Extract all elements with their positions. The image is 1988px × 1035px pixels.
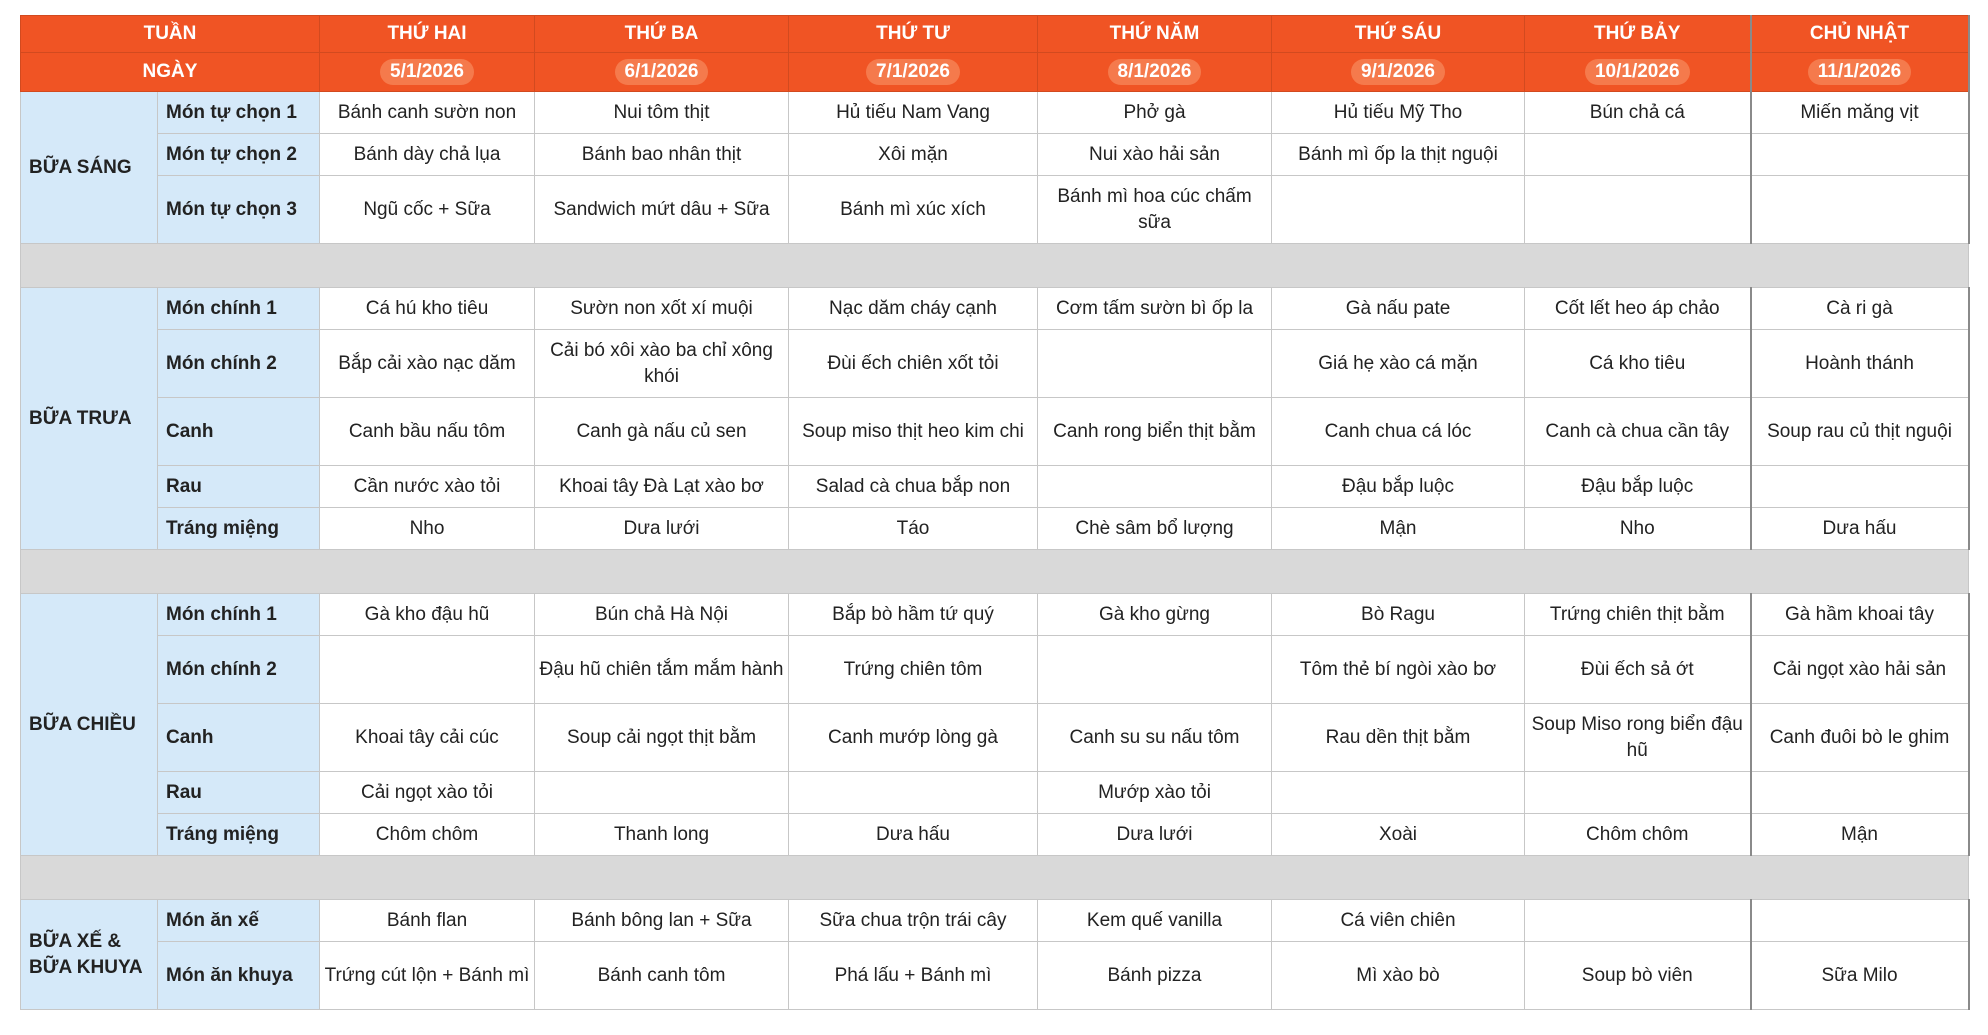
separator-cell bbox=[21, 550, 1969, 594]
menu-cell: Khoai tây Đà Lạt xào bơ bbox=[535, 466, 789, 508]
menu-cell: Chôm chôm bbox=[1525, 814, 1751, 856]
menu-cell: Khoai tây cải cúc bbox=[320, 704, 535, 772]
menu-cell: Mận bbox=[1751, 814, 1969, 856]
row-label: Tráng miệng bbox=[158, 814, 320, 856]
separator-cell bbox=[21, 856, 1969, 900]
row-label: Món tự chọn 3 bbox=[158, 176, 320, 244]
menu-cell: Hủ tiếu Nam Vang bbox=[789, 92, 1038, 134]
menu-cell: Bánh mì hoa cúc chấm sữa bbox=[1038, 176, 1272, 244]
table-row bbox=[21, 772, 1969, 814]
menu-cell: Dưa hấu bbox=[789, 814, 1038, 856]
menu-cell: Mì xào bò bbox=[1272, 942, 1525, 1010]
menu-cell: Bánh bao nhân thịt bbox=[535, 134, 789, 176]
menu-cell: Bún chả Hà Nội bbox=[535, 594, 789, 636]
day-header-fri: THỨ SÁU bbox=[1272, 16, 1525, 53]
menu-cell: Ngũ cốc + Sữa bbox=[320, 176, 535, 244]
menu-cell: Gà hầm khoai tây bbox=[1751, 594, 1969, 636]
menu-cell: Canh rong biển thịt bằm bbox=[1038, 398, 1272, 466]
menu-cell: Rau dền thịt bằm bbox=[1272, 704, 1525, 772]
menu-cell: Trứng chiên thịt bằm bbox=[1525, 594, 1751, 636]
menu-cell: Đậu bắp luộc bbox=[1272, 466, 1525, 508]
table-row bbox=[21, 398, 1969, 466]
day-header-mon: THỨ HAI bbox=[320, 16, 535, 53]
section-separator bbox=[21, 550, 1969, 594]
menu-cell: Cốt lết heo áp chảo bbox=[1525, 288, 1751, 330]
section-separator bbox=[21, 244, 1969, 288]
menu-cell bbox=[1751, 176, 1969, 244]
meal-label-snack: BỮA XẾ & BỮA KHUYA bbox=[21, 900, 158, 1010]
menu-cell: Cà ri gà bbox=[1751, 288, 1969, 330]
menu-cell: Đậu bắp luộc bbox=[1525, 466, 1751, 508]
table-row bbox=[21, 330, 1969, 398]
menu-cell: Canh su su nấu tôm bbox=[1038, 704, 1272, 772]
date-label: NGÀY bbox=[21, 53, 320, 92]
menu-cell: Kem quế vanilla bbox=[1038, 900, 1272, 942]
menu-table bbox=[20, 15, 1970, 1010]
row-label: Rau bbox=[158, 466, 320, 508]
table-row bbox=[21, 508, 1969, 550]
table-row bbox=[21, 92, 1969, 134]
date-cell-mon bbox=[320, 53, 535, 92]
menu-cell: Hoành thánh bbox=[1751, 330, 1969, 398]
menu-cell: Đùi ếch sả ớt bbox=[1525, 636, 1751, 704]
menu-cell bbox=[1272, 772, 1525, 814]
menu-cell: Cải bó xôi xào ba chỉ xông khói bbox=[535, 330, 789, 398]
menu-cell: Nui tôm thịt bbox=[535, 92, 789, 134]
menu-cell: Gà nấu pate bbox=[1272, 288, 1525, 330]
menu-cell: Gà kho gừng bbox=[1038, 594, 1272, 636]
menu-cell bbox=[1751, 134, 1969, 176]
date-cell-fri bbox=[1272, 53, 1525, 92]
menu-cell: Bánh canh sườn non bbox=[320, 92, 535, 134]
menu-cell: Soup bò viên bbox=[1525, 942, 1751, 1010]
row-label: Món ăn khuya bbox=[158, 942, 320, 1010]
menu-cell bbox=[1038, 466, 1272, 508]
date-badge: 8/1/2026 bbox=[1108, 59, 1202, 85]
menu-cell: Dưa hấu bbox=[1751, 508, 1969, 550]
day-header-wed: THỨ TƯ bbox=[789, 16, 1038, 53]
day-header-sun: CHỦ NHẬT bbox=[1751, 16, 1969, 53]
menu-cell bbox=[1272, 176, 1525, 244]
menu-cell: Dưa lưới bbox=[535, 508, 789, 550]
row-label: Món chính 2 bbox=[158, 330, 320, 398]
menu-cell: Xôi mặn bbox=[789, 134, 1038, 176]
menu-cell: Giá hẹ xào cá mặn bbox=[1272, 330, 1525, 398]
day-header-sat: THỨ BẢY bbox=[1525, 16, 1751, 53]
menu-cell: Nho bbox=[1525, 508, 1751, 550]
meal-label-dinner: BỮA CHIỀU bbox=[21, 594, 158, 856]
menu-cell bbox=[1525, 134, 1751, 176]
menu-cell: Bắp bò hầm tứ quý bbox=[789, 594, 1038, 636]
menu-cell: Sandwich mứt dâu + Sữa bbox=[535, 176, 789, 244]
date-badge: 5/1/2026 bbox=[380, 59, 474, 85]
date-badge: 9/1/2026 bbox=[1351, 59, 1445, 85]
menu-cell: Phở gà bbox=[1038, 92, 1272, 134]
row-label: Món tự chọn 1 bbox=[158, 92, 320, 134]
table-row bbox=[21, 288, 1969, 330]
menu-cell: Canh bầu nấu tôm bbox=[320, 398, 535, 466]
day-header-tue: THỨ BA bbox=[535, 16, 789, 53]
menu-cell: Canh mướp lòng gà bbox=[789, 704, 1038, 772]
menu-cell: Trứng cút lộn + Bánh mì bbox=[320, 942, 535, 1010]
menu-cell: Bánh dày chả lụa bbox=[320, 134, 535, 176]
menu-cell: Dưa lưới bbox=[1038, 814, 1272, 856]
row-label: Canh bbox=[158, 704, 320, 772]
menu-cell: Cải ngọt xào hải sản bbox=[1751, 636, 1969, 704]
date-badge: 11/1/2026 bbox=[1808, 59, 1911, 85]
table-row bbox=[21, 942, 1969, 1010]
menu-cell: Táo bbox=[789, 508, 1038, 550]
row-label: Món chính 1 bbox=[158, 594, 320, 636]
menu-cell: Đùi ếch chiên xốt tỏi bbox=[789, 330, 1038, 398]
table-row bbox=[21, 704, 1969, 772]
menu-cell: Cơm tấm sườn bì ốp la bbox=[1038, 288, 1272, 330]
menu-cell: Soup rau củ thịt nguội bbox=[1751, 398, 1969, 466]
row-label: Món chính 1 bbox=[158, 288, 320, 330]
meal-label-breakfast: BỮA SÁNG bbox=[21, 92, 158, 244]
menu-cell: Miến măng vịt bbox=[1751, 92, 1969, 134]
menu-cell: Bánh mì xúc xích bbox=[789, 176, 1038, 244]
menu-cell: Tôm thẻ bí ngòi xào bơ bbox=[1272, 636, 1525, 704]
menu-cell bbox=[789, 772, 1038, 814]
menu-cell: Canh gà nấu củ sen bbox=[535, 398, 789, 466]
menu-cell: Sườn non xốt xí muội bbox=[535, 288, 789, 330]
menu-cell: Soup cải ngọt thịt bằm bbox=[535, 704, 789, 772]
menu-cell bbox=[1525, 772, 1751, 814]
date-badge: 7/1/2026 bbox=[866, 59, 960, 85]
menu-cell: Chôm chôm bbox=[320, 814, 535, 856]
date-cell-sat bbox=[1525, 53, 1751, 92]
menu-cell: Xoài bbox=[1272, 814, 1525, 856]
menu-cell bbox=[535, 772, 789, 814]
day-header-thu: THỨ NĂM bbox=[1038, 16, 1272, 53]
table-row bbox=[21, 814, 1969, 856]
menu-cell: Cải ngọt xào tỏi bbox=[320, 772, 535, 814]
row-label: Món chính 2 bbox=[158, 636, 320, 704]
menu-cell: Bắp cải xào nạc dăm bbox=[320, 330, 535, 398]
menu-cell: Bánh bông lan + Sữa bbox=[535, 900, 789, 942]
menu-cell: Phá lấu + Bánh mì bbox=[789, 942, 1038, 1010]
menu-cell: Bánh mì ốp la thịt nguội bbox=[1272, 134, 1525, 176]
menu-cell: Bò Ragu bbox=[1272, 594, 1525, 636]
menu-cell: Soup Miso rong biển đậu hũ bbox=[1525, 704, 1751, 772]
menu-cell bbox=[1525, 176, 1751, 244]
weekly-menu-table bbox=[20, 15, 1970, 1010]
menu-cell: Cá kho tiêu bbox=[1525, 330, 1751, 398]
menu-cell bbox=[1751, 466, 1969, 508]
row-label: Rau bbox=[158, 772, 320, 814]
menu-cell: Đậu hũ chiên tắm mắm hành bbox=[535, 636, 789, 704]
menu-cell: Mướp xào tỏi bbox=[1038, 772, 1272, 814]
date-cell-sun bbox=[1751, 53, 1969, 92]
menu-cell: Mận bbox=[1272, 508, 1525, 550]
row-label: Canh bbox=[158, 398, 320, 466]
menu-cell bbox=[1038, 636, 1272, 704]
menu-cell: Soup miso thịt heo kim chi bbox=[789, 398, 1038, 466]
menu-cell: Thanh long bbox=[535, 814, 789, 856]
menu-cell bbox=[1751, 772, 1969, 814]
menu-cell bbox=[1038, 330, 1272, 398]
menu-cell: Cá viên chiên bbox=[1272, 900, 1525, 942]
menu-cell: Gà kho đậu hũ bbox=[320, 594, 535, 636]
table-row bbox=[21, 134, 1969, 176]
table-row bbox=[21, 900, 1969, 942]
date-badge: 6/1/2026 bbox=[615, 59, 709, 85]
table-row bbox=[21, 636, 1969, 704]
menu-cell bbox=[1525, 900, 1751, 942]
week-label: TUẦN bbox=[21, 16, 320, 53]
section-separator bbox=[21, 856, 1969, 900]
menu-cell: Bánh canh tôm bbox=[535, 942, 789, 1010]
table-row bbox=[21, 466, 1969, 508]
menu-cell: Trứng chiên tôm bbox=[789, 636, 1038, 704]
header-row-days bbox=[21, 16, 1969, 53]
menu-cell: Bánh flan bbox=[320, 900, 535, 942]
menu-cell: Chè sâm bổ lượng bbox=[1038, 508, 1272, 550]
menu-cell: Cá hú kho tiêu bbox=[320, 288, 535, 330]
menu-cell bbox=[320, 636, 535, 704]
menu-cell: Bánh pizza bbox=[1038, 942, 1272, 1010]
row-label: Món tự chọn 2 bbox=[158, 134, 320, 176]
menu-cell: Sữa Milo bbox=[1751, 942, 1969, 1010]
table-row bbox=[21, 594, 1969, 636]
row-label: Tráng miệng bbox=[158, 508, 320, 550]
date-cell-thu bbox=[1038, 53, 1272, 92]
date-badge: 10/1/2026 bbox=[1585, 59, 1690, 85]
menu-cell: Canh chua cá lóc bbox=[1272, 398, 1525, 466]
menu-cell: Nui xào hải sản bbox=[1038, 134, 1272, 176]
menu-cell: Nạc dăm cháy cạnh bbox=[789, 288, 1038, 330]
menu-cell: Hủ tiếu Mỹ Tho bbox=[1272, 92, 1525, 134]
menu-cell: Canh cà chua cần tây bbox=[1525, 398, 1751, 466]
menu-cell: Bún chả cá bbox=[1525, 92, 1751, 134]
menu-cell: Nho bbox=[320, 508, 535, 550]
meal-label-lunch: BỮA TRƯA bbox=[21, 288, 158, 550]
header-row-dates bbox=[21, 53, 1969, 92]
menu-cell: Cần nước xào tỏi bbox=[320, 466, 535, 508]
date-cell-tue bbox=[535, 53, 789, 92]
menu-cell bbox=[1751, 900, 1969, 942]
menu-cell: Salad cà chua bắp non bbox=[789, 466, 1038, 508]
table-row bbox=[21, 176, 1969, 244]
separator-cell bbox=[21, 244, 1969, 288]
row-label: Món ăn xế bbox=[158, 900, 320, 942]
menu-cell: Sữa chua trộn trái cây bbox=[789, 900, 1038, 942]
menu-cell: Canh đuôi bò le ghim bbox=[1751, 704, 1969, 772]
date-cell-wed bbox=[789, 53, 1038, 92]
